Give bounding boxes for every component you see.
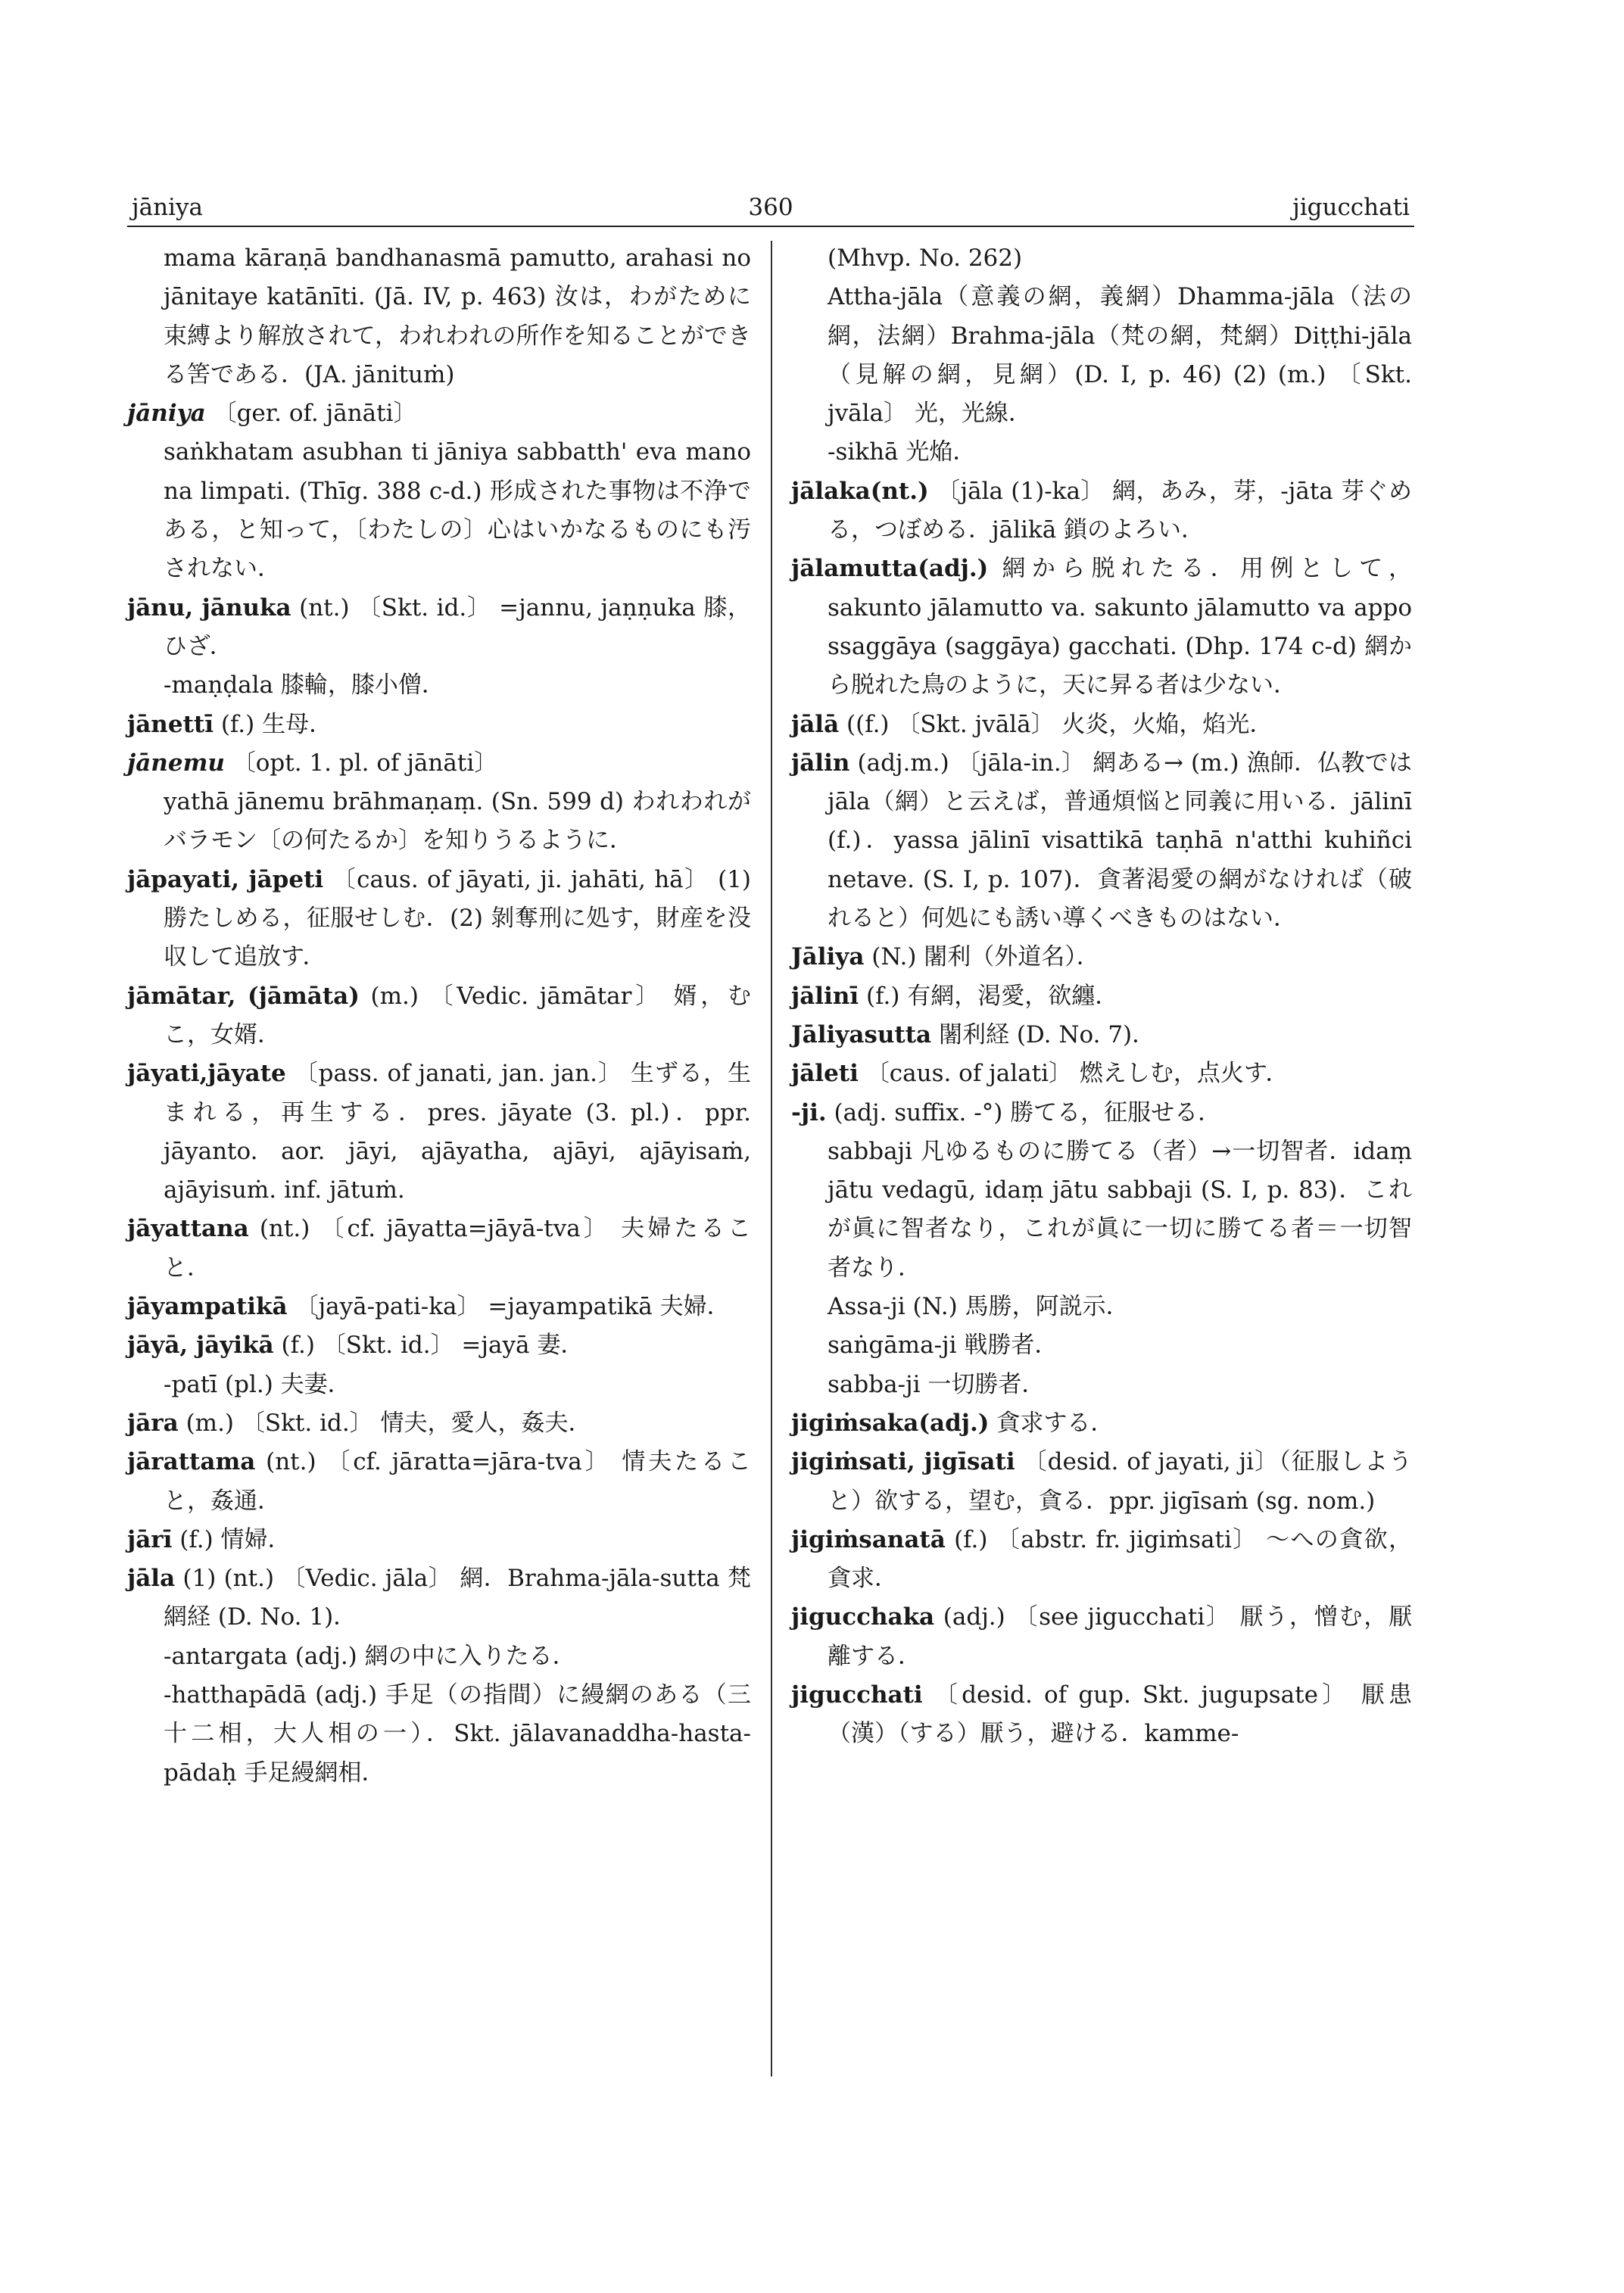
dictionary-entry [127, 1326, 751, 1365]
entry-definition: (nt.) 〔cf. jāratta=jāra-tva〕 情夫たること，姦通． [164, 1448, 751, 1515]
entry-definition: 〔pass. of janati, jan. jan.〕 生ずる，生まれる，再生する．pres. jāyate (3. pl.)．ppr. jāyanto. aor. jāyi, ajāyatha, ajāyi, ajāyisaṁ, ajāyisuṁ. inf. jātuṁ. [164, 1060, 751, 1204]
headword: jigucchati [791, 1681, 923, 1709]
dictionary-entry [127, 1055, 751, 1210]
dictionary-entry [791, 1676, 1412, 1754]
dictionary-entry [791, 550, 1412, 705]
entry-continuation: -sikhā 光焔． [828, 438, 977, 466]
headword: jāyattana [127, 1215, 249, 1243]
headword: jigiṁsaka(adj.) [791, 1409, 990, 1437]
headword: jigiṁsanatā [791, 1525, 946, 1553]
entry-definition: (f.) 〔Skt. id.〕 =jayā 妻． [273, 1332, 584, 1360]
dictionary-entry [127, 861, 751, 977]
entry-definition: (N.) 闍利（外道名）． [864, 943, 1100, 971]
dictionary-entry [791, 1094, 1412, 1132]
dictionary-entry [127, 1210, 751, 1288]
headword: jāla [127, 1565, 176, 1593]
headword: jāniya [127, 400, 206, 428]
headword: jigiṁsati, jigīsati [791, 1448, 1015, 1476]
headword: jāra [127, 1409, 179, 1437]
entry-definition: 〔opt. 1. pl. of jānāti〕 [224, 749, 498, 777]
entry-continuation: -antargata (adj.) 網の中に入りたる． [164, 1642, 576, 1670]
entry-definition: 〔ger. of. jānāti〕 [205, 400, 417, 428]
entry-definition: 〔jāla (1)-ka〕 網，あみ，芽，-jāta 芽ぐめる，つぼめる．jālikā 鎖のよろい． [828, 477, 1412, 544]
entry-definition: 〔caus. of jalati〕 燃えしむ，点火す． [858, 1060, 1289, 1088]
dictionary-entry [791, 706, 1412, 744]
entry-continuation: saṅgāma-ji 戦勝者． [828, 1332, 1058, 1360]
headword: Jāliyasutta [791, 1020, 932, 1048]
entry-definition: (f.) 生母． [213, 710, 333, 738]
headword: jāpayati, jāpeti [127, 865, 324, 893]
headword: jālinī [791, 982, 859, 1010]
entry-continuation: yathā jānemu brāhmaṇaṃ. (Sn. 599 d) われわれがバラモン〔の何たるか〕を知りうるように． [164, 788, 751, 855]
headword: jālaka(nt.) [791, 477, 929, 505]
entry-continuation: mama kāraṇā bandhanasmā pamutto, arahasi no jānitaye katānīti. (Jā. IV, p. 463) 汝は，わがために束縛より解放されて，われわれの所作を知ることができる筈である．(JA. jānituṁ) [164, 245, 751, 388]
dictionary-entry [791, 1016, 1412, 1055]
entry-definition: (nt.) 〔cf. jāyatta=jāyā-tva〕 夫婦たること． [164, 1215, 751, 1282]
dictionary-entry [127, 977, 751, 1055]
entry-definition: 〔caus. of jāyati, ji. jahāti, hā〕 (1) 勝たしめる，征服せしむ．(2) 剝奪刑に処す，財産を没収して追放す． [164, 865, 751, 971]
entry-continuation: -maṇḍala 膝輪，膝小僧． [164, 671, 445, 699]
headword: jānemu [127, 749, 225, 777]
entry-continuation: Attha-jāla（意義の網，義網）Dhamma-jāla（法の網，法網）Brahma-jāla（梵の網，梵網）Diṭṭhi-jāla（見解の網，見網）(D. I, p. 46) (2) (m.) 〔Skt. jvāla〕 光，光線． [828, 283, 1412, 428]
entry-definition: 〔desid. of jayati, ji〕（征服しようと）欲する，望む，貪る．ppr. jigīsaṁ (sg. nom.) [828, 1448, 1413, 1515]
dictionary-entry [127, 1443, 751, 1521]
dictionary-entry [791, 472, 1412, 550]
entry-definition: 闍利経 (D. No. 7)． [931, 1020, 1156, 1048]
headword: jāleti [791, 1060, 859, 1088]
page-number: 360 [748, 194, 793, 221]
entry-definition: (nt.) 〔Skt. id.〕 =jannu, jaṇṇuka 膝，ひざ． [164, 594, 751, 660]
entry-definition: 網から脱れたる．用例として，sakunto jālamutto va. sakunto jālamutto va appo ssaggāya (saggāya) gacchati. (Dhp. 174 c-d) 網から脱れた鳥のように，天に昇る者は少ない． [828, 555, 1412, 699]
dictionary-entry [127, 589, 751, 667]
headword: jāyati,jāyate [127, 1060, 286, 1088]
dictionary-entry [791, 744, 1412, 938]
headword: jārī [127, 1525, 173, 1553]
entry-definition: 貪求する． [989, 1409, 1114, 1437]
headword: Jāliya [791, 943, 865, 971]
page-header [127, 188, 1414, 227]
dictionary-entry [127, 394, 751, 433]
dictionary-entry [127, 706, 751, 744]
column-divider [771, 241, 772, 2076]
dictionary-entry [127, 1404, 751, 1443]
entry-definition: (f.) 有網，渇愛，欲纏． [859, 982, 1119, 1010]
dictionary-entry [791, 1598, 1412, 1676]
entry-continuation: saṅkhatam asubhan ti jāniya sabbatth' eva mano na limpati. (Thīg. 388 c-d.) 形成された事物は不浄である，と知って，〔わたしの〕心はいかなるものにも汚されない． [164, 438, 751, 583]
headword: jigucchaka [791, 1603, 935, 1631]
entry-definition: 〔desid. of gup. Skt. jugupsate〕 厭患（漢）（する）厭う，避ける．kamme- [828, 1681, 1412, 1748]
left-column [127, 239, 751, 1793]
entry-continuation: Assa-ji (N.) 馬勝，阿説示． [828, 1293, 1130, 1321]
entry-continuation: (Mhvp. No. 262) [828, 245, 1023, 272]
entry-continuation: sabbaji 凡ゆるものに勝てる（者）→一切智者．idaṃ jātu vedagū, idaṃ jātu sabbaji (S. I, p. 83)．これが眞に智者なり，これが眞に一切に勝てる者＝一切智者なり． [828, 1137, 1412, 1282]
headword: jāyā, jāyikā [127, 1332, 274, 1360]
running-head-right: jigucchati [1292, 194, 1410, 221]
entry-continuation: sabba-ji 一切勝者． [828, 1370, 1046, 1398]
dictionary-entry [127, 1559, 751, 1637]
dictionary-entry [791, 1404, 1412, 1443]
entry-definition: (m.) 〔Skt. id.〕 情夫，愛人，姦夫． [178, 1409, 592, 1437]
entry-definition: (adj.m.) 〔jāla-in.〕 網ある→ (m.) 漁師．仏教では jāla（網）と云えば，普通煩悩と同義に用いる．jālinī (f.)．yassa jālinī visattikā taṇhā n'atthi kuhiñci netave. (S. I, p. 107)．貪著渇愛の網がなければ（破れると）何処にも誘い導くべきものはない． [828, 749, 1412, 933]
headword: jānettī [127, 710, 214, 738]
dictionary-entry [791, 938, 1412, 977]
headword: jālamutta(adj.) [791, 555, 989, 583]
headword: jānu, jānuka [127, 594, 291, 622]
entry-definition: ((f.) 〔Skt. jvālā〕 火炎，火焔，焰光． [839, 710, 1273, 738]
dictionary-entry [127, 744, 751, 783]
dictionary-entry [791, 977, 1412, 1016]
entry-definition: 〔jayā-pati-ka〕 =jayampatikā 夫婦． [287, 1293, 731, 1321]
dictionary-entry [791, 1055, 1412, 1093]
dictionary-entry [791, 1443, 1412, 1521]
entry-continuation: -patī (pl.) 夫妻． [164, 1370, 351, 1398]
right-column [791, 239, 1412, 1754]
headword: jālin [791, 749, 850, 777]
entry-definition: (f.) 情婦． [172, 1525, 291, 1553]
headword: jārattama [127, 1448, 256, 1476]
headword: -ji. [791, 1098, 827, 1126]
entry-continuation: -hatthapādā (adj.) 手足（の指間）に縵網のある（三十二相，大人相の一）．Skt. jālavanaddha-hasta-pādaḥ 手足縵網相． [164, 1681, 751, 1787]
entry-definition: (adj. suffix. -°) 勝てる，征服せる． [826, 1098, 1222, 1126]
entry-definition: (f.) 〔abstr. fr. jigiṁsati〕 ～への貪欲，貪求． [828, 1525, 1412, 1593]
dictionary-entry [127, 1288, 751, 1326]
entry-definition: (adj.) 〔see jigucchati〕 厭う，憎む，厭離する． [828, 1603, 1412, 1670]
headword: jāyampatikā [127, 1293, 288, 1321]
entry-definition: (m.) 〔Vedic. jāmātar〕 婿，むこ，女婿． [164, 982, 751, 1048]
headword: jālā [791, 710, 840, 738]
headword: jāmātar, (jāmāta) [127, 982, 360, 1010]
dictionary-entry [791, 1521, 1412, 1599]
dictionary-entry [127, 1521, 751, 1559]
entry-definition: (1) (nt.) 〔Vedic. jāla〕 網．Brahma-jāla-sutta 梵網経 (D. No. 1)． [164, 1565, 751, 1631]
running-head-left: jāniya [132, 194, 203, 221]
